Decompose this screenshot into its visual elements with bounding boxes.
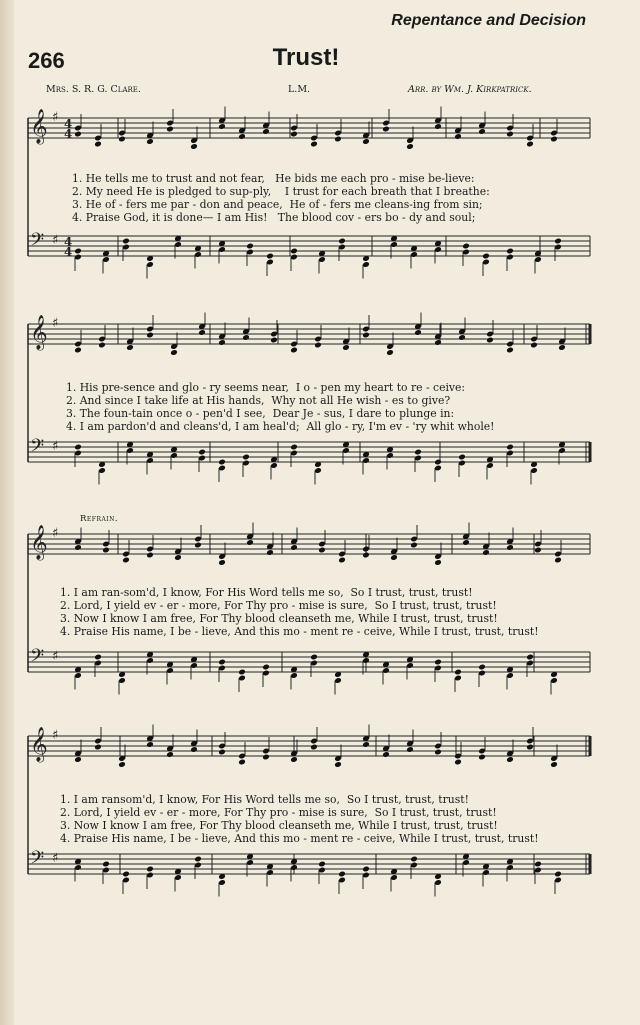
note-head — [146, 866, 154, 873]
note-head — [146, 138, 154, 145]
note-head — [102, 861, 110, 868]
note-head — [506, 248, 514, 255]
note-head — [334, 136, 342, 143]
treble-clef-icon: 𝄞 — [30, 727, 48, 762]
note-head — [190, 143, 198, 150]
note-head — [198, 449, 206, 456]
note-head — [334, 761, 342, 768]
treble-clef-icon: 𝄞 — [30, 315, 48, 350]
note-head — [434, 459, 442, 466]
note-head — [238, 669, 246, 676]
note-head — [74, 544, 82, 551]
sharp-icon: ♯ — [52, 439, 59, 454]
note-head — [266, 549, 274, 556]
note-head — [478, 128, 486, 135]
note-head — [434, 559, 442, 566]
note-head — [118, 136, 126, 143]
time-signature-bottom: 4 — [64, 127, 73, 141]
lyric-verse-1: 1. His pre-sence and glo - ry seems near, I o - pen my heart to re - ceive: — [66, 381, 466, 394]
lyric-verse-4: 4. Praise His name, I be - lieve, And this mo - ment re - ceive, While I trust, trust, trust! — [60, 625, 539, 638]
note-head — [362, 741, 370, 748]
note-head — [458, 334, 466, 341]
note-head — [434, 339, 442, 346]
bass-clef-icon: 𝄢 — [30, 646, 45, 671]
note-head — [506, 756, 514, 763]
note-head — [198, 329, 206, 336]
time-signature-bottom: 4 — [64, 245, 73, 259]
note-head — [462, 539, 470, 546]
note-head — [126, 344, 134, 351]
note-head — [218, 749, 226, 756]
lyric-verse-3: 3. Now I know I am free, For Thy blood cleanseth me, While I trust, trust, trust! — [60, 819, 498, 832]
note-head — [406, 746, 414, 753]
note-head — [458, 454, 466, 461]
note-head — [166, 126, 174, 133]
note-head — [486, 337, 494, 344]
note-head — [390, 554, 398, 561]
note-head — [382, 126, 390, 133]
lyric-verse-3: 3. The foun-tain once o - pen'd I see, Dear Je - sus, I dare to plunge in: — [66, 407, 455, 420]
note-head — [266, 253, 274, 260]
sharp-icon: ♯ — [52, 649, 59, 664]
note-head — [290, 444, 298, 451]
note-head — [338, 871, 346, 878]
lyric-verse-1: 1. I am ran-som'd, I know, For His Word tells me so, So I trust, trust, trust! — [60, 586, 473, 599]
bass-clef-icon: 𝄢 — [30, 848, 45, 873]
note-head — [74, 756, 82, 763]
note-head — [386, 349, 394, 356]
note-head — [554, 557, 562, 564]
bass-clef-icon: 𝄢 — [30, 436, 45, 461]
note-head — [238, 133, 246, 140]
bass-clef-icon: 𝄢 — [30, 230, 45, 255]
note-head — [166, 751, 174, 758]
note-head — [550, 136, 558, 143]
note-head — [190, 746, 198, 753]
note-head — [94, 744, 102, 751]
sharp-icon: ♯ — [52, 233, 59, 248]
note-head — [526, 654, 534, 661]
note-head — [434, 749, 442, 756]
note-head — [262, 128, 270, 135]
note-head — [94, 141, 102, 148]
note-head — [242, 454, 250, 461]
note-head — [526, 141, 534, 148]
note-head — [194, 856, 202, 863]
lyric-verse-2: 2. Lord, I yield ev - er - more, For Thy pro - mise is sure, So I trust, trust, trust! — [60, 599, 497, 612]
note-head — [314, 342, 322, 349]
note-head — [238, 759, 246, 766]
note-head — [454, 133, 462, 140]
meter-credit: L.M. — [288, 84, 311, 95]
note-head — [318, 861, 326, 868]
lyric-verse-3: 3. He of - fers me par - don and peace, He of - fers me cleans-ing from sin; — [72, 198, 483, 211]
section-heading: Repentance and Decision — [391, 12, 586, 29]
note-head — [506, 347, 514, 354]
note-head — [262, 754, 270, 761]
note-head — [122, 557, 130, 564]
treble-clef-icon: 𝄞 — [30, 109, 48, 144]
note-head — [270, 337, 278, 344]
lyric-verse-1: 1. I am ransom'd, I know, For His Word tells me so, So I trust, trust, trust! — [60, 793, 469, 806]
note-head — [478, 754, 486, 761]
note-head — [434, 123, 442, 130]
treble-clef-icon: 𝄞 — [30, 525, 48, 560]
sharp-icon: ♯ — [52, 316, 59, 331]
note-head — [410, 542, 418, 549]
lyric-verse-2: 2. Lord, I yield ev - er - more, For Thy pro - mise is sure, So I trust, trust, trust! — [60, 806, 497, 819]
note-head — [554, 238, 562, 245]
note-head — [218, 339, 226, 346]
note-head — [454, 669, 462, 676]
note-head — [122, 238, 130, 245]
note-head — [262, 664, 270, 671]
note-head — [410, 856, 418, 863]
note-head — [146, 552, 154, 559]
note-head — [218, 659, 226, 666]
note-head — [338, 557, 346, 564]
note-head — [218, 123, 226, 130]
lyric-verse-4: 4. I am pardon'd and cleans'd, I am heal'd; All glo - ry, I'm ev - 'ry whit whole! — [66, 420, 495, 433]
note-head — [506, 131, 514, 138]
note-head — [170, 349, 178, 356]
note-head — [506, 544, 514, 551]
lyric-verse-4: 4. Praise His name, I be - lieve, And this mo - ment re - ceive, While I trust, trust, trust! — [60, 832, 539, 845]
note-head — [194, 542, 202, 549]
hymn-title: Trust! — [272, 44, 340, 71]
note-head — [342, 344, 350, 351]
note-head — [310, 744, 318, 751]
hymn-number: 266 — [28, 48, 65, 73]
note-head — [74, 131, 82, 138]
note-head — [146, 332, 154, 339]
note-head — [310, 141, 318, 148]
sharp-icon: ♯ — [52, 526, 59, 541]
note-head — [362, 138, 370, 145]
note-head — [482, 549, 490, 556]
note-head — [290, 131, 298, 138]
sharp-icon: ♯ — [52, 851, 59, 866]
note-head — [414, 449, 422, 456]
note-head — [122, 871, 130, 878]
sharp-icon: ♯ — [52, 728, 59, 743]
lyric-verse-3: 3. Now I know I am free, For Thy blood cleanseth me, While I trust, trust, trust! — [60, 612, 498, 625]
note-head — [414, 329, 422, 336]
note-head — [290, 756, 298, 763]
note-head — [454, 759, 462, 766]
note-head — [146, 741, 154, 748]
note-head — [478, 664, 486, 671]
note-head — [534, 861, 542, 868]
note-head — [102, 547, 110, 554]
note-head — [434, 659, 442, 666]
note-head — [246, 539, 254, 546]
note-head — [74, 347, 82, 354]
note-head — [338, 238, 346, 245]
note-head — [98, 342, 106, 349]
note-head — [406, 143, 414, 150]
refrain-label: Refrain. — [80, 514, 119, 524]
note-head — [362, 552, 370, 559]
note-head — [118, 761, 126, 768]
note-head — [218, 459, 226, 466]
time-signature-top: 4 — [64, 117, 73, 131]
note-head — [526, 744, 534, 751]
lyric-verse-2: 2. My need He is pledged to sup-ply, I trust for each breath that I breathe: — [72, 185, 490, 198]
time-signature-top: 4 — [64, 235, 73, 249]
note-head — [534, 547, 542, 554]
note-head — [554, 871, 562, 878]
note-head — [382, 751, 390, 758]
note-head — [310, 654, 318, 661]
note-head — [462, 243, 470, 250]
note-head — [530, 342, 538, 349]
note-head — [362, 332, 370, 339]
note-head — [242, 334, 250, 341]
note-head — [362, 866, 370, 873]
note-head — [482, 253, 490, 260]
note-head — [94, 654, 102, 661]
note-head — [550, 761, 558, 768]
note-head — [246, 243, 254, 250]
note-head — [506, 444, 514, 451]
author-credit: Mrs. S. R. G. Clare. — [46, 84, 141, 95]
note-head — [174, 554, 182, 561]
note-head — [218, 559, 226, 566]
note-head — [74, 444, 82, 451]
note-head — [558, 344, 566, 351]
arranger-credit: Arr. by Wm. J. Kirkpatrick. — [408, 84, 532, 95]
note-head — [74, 248, 82, 255]
note-head — [290, 544, 298, 551]
lyric-verse-2: 2. And since I take life at His hands, Why not all He wish - es to give? — [66, 394, 451, 407]
note-head — [290, 347, 298, 354]
lyric-verse-1: 1. He tells me to trust and not fear, He bids me each pro - mise be-lieve: — [72, 172, 475, 185]
lyric-verse-4: 4. Praise God, it is done— I am His! The blood cov - ers bo - dy and soul; — [72, 211, 476, 224]
sharp-icon: ♯ — [52, 110, 59, 125]
note-head — [290, 248, 298, 255]
note-head — [318, 547, 326, 554]
